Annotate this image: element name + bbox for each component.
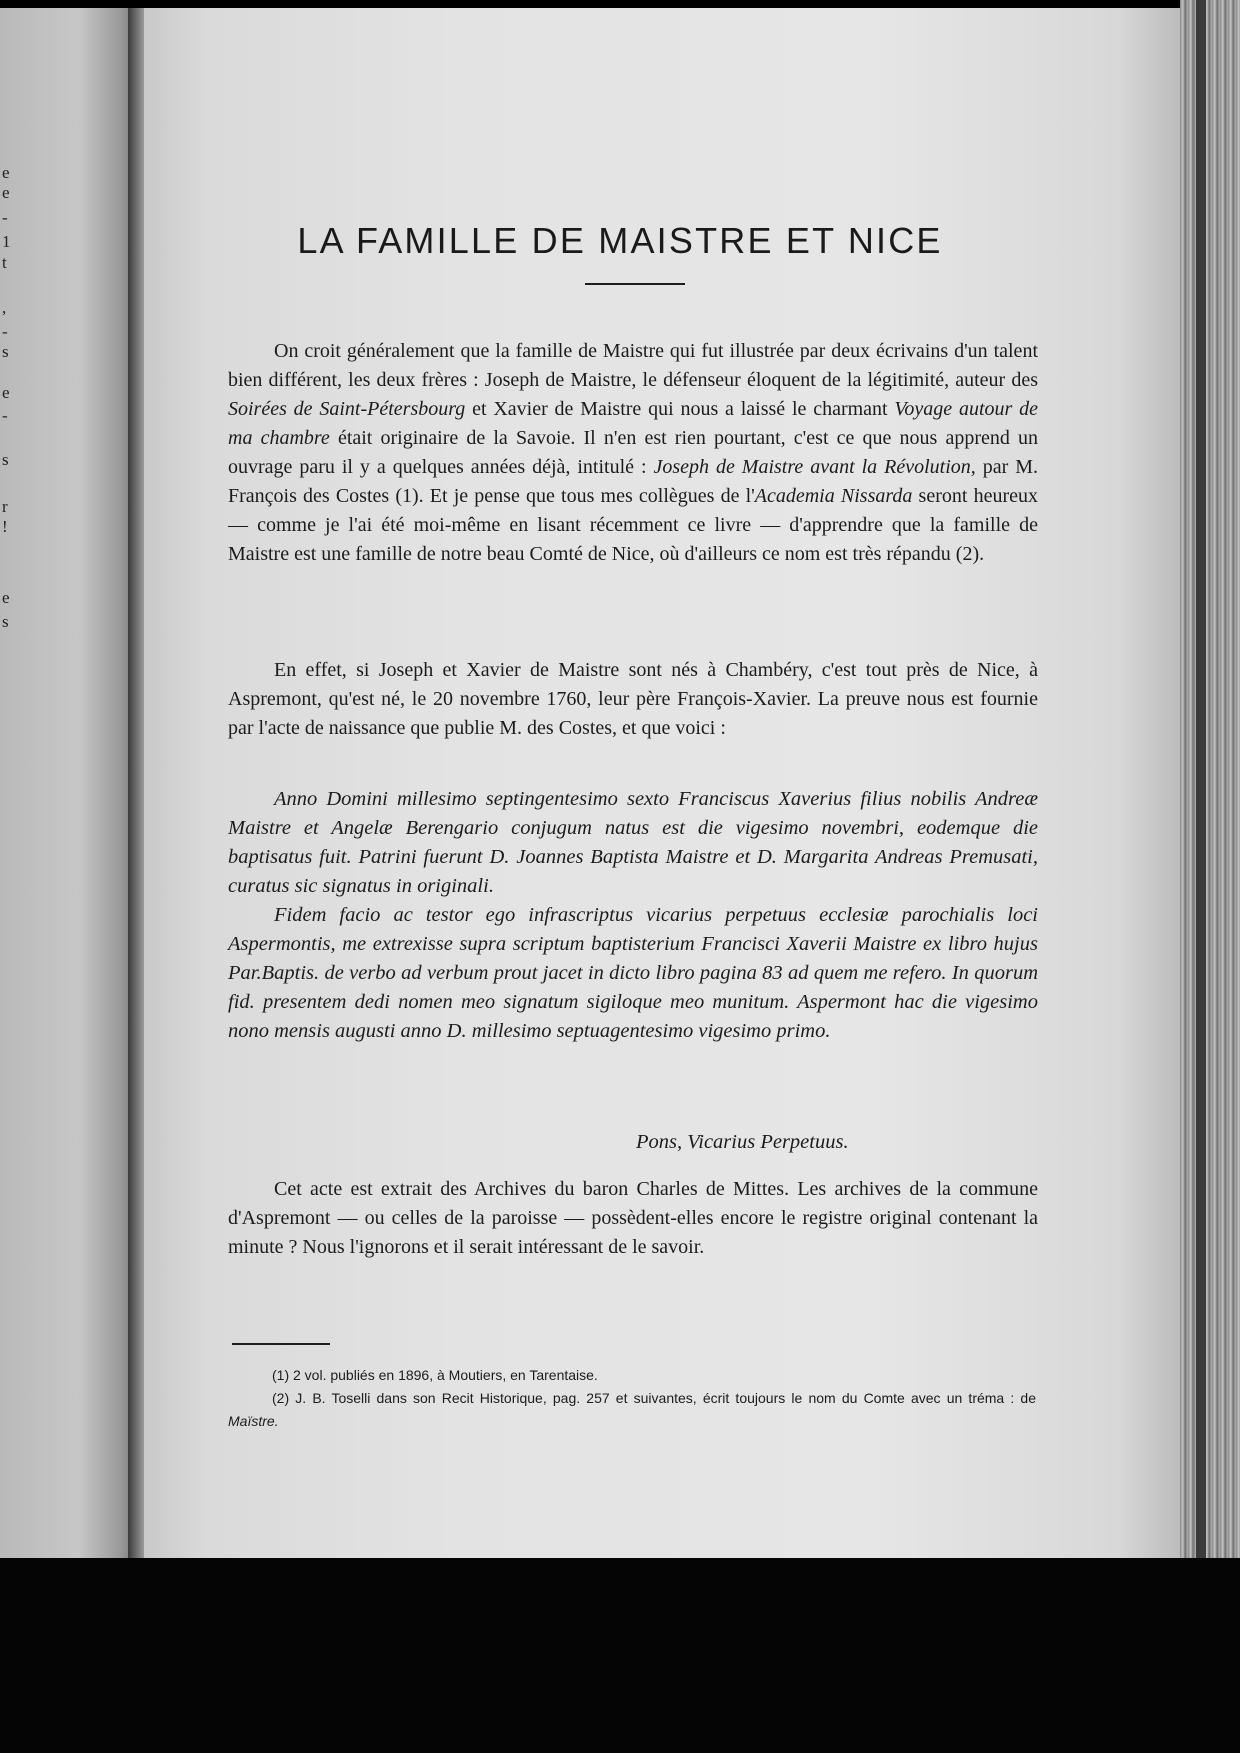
latin-record bbox=[228, 785, 1038, 1046]
facing-page-glyph: e bbox=[2, 588, 10, 607]
facing-page-glyph: - bbox=[2, 406, 8, 425]
closing-paragraph bbox=[228, 1175, 1038, 1262]
footnotes bbox=[228, 1364, 1036, 1433]
book-title-soirees: Soirées de Saint-Pétersbourg bbox=[228, 398, 466, 420]
paragraph-text: En effet, si Joseph et Xavier de Maistre sont nés à Chambéry, c'est tout près de Nice, à Aspremont, qu'est né, le 20 novembre 1760, leur père François-Xavier. La preuve nous est fournie par l'acte de naissance que publie M. des Costes, et que voici : bbox=[228, 659, 1038, 739]
intro-paragraph bbox=[228, 337, 1038, 569]
book-title-joseph: Joseph de Maistre avant la Révolution, bbox=[653, 456, 976, 478]
signature-line: Pons, Vicarius Perpetuus. bbox=[636, 1131, 849, 1153]
facing-page-glyph: 1 bbox=[2, 232, 11, 251]
paragraph-text: Cet acte est extrait des Archives du baron Charles de Mittes. Les archives de la commune d'Aspremont — ou celles de la paroisse — possèdent-elles encore le registre original contenant la minute ? Nous l'ignorons et il serait intéressant de le savoir. bbox=[228, 1178, 1038, 1258]
latin-paragraph-1: Anno Domini millesimo septingentesimo sexto Franciscus Xaverius filius nobilis Andreæ Maistre et Angelæ Berengario conjugum natus est die vigesimo novembri, eodemque die baptisatus fuit. Patrini fuerunt D. Joannes Baptista Maistre et D. Margarita Andreas Premusati, curatus sic signatus in originali. bbox=[228, 788, 1038, 897]
page-title: LA FAMILLE DE MAISTRE ET NICE bbox=[297, 220, 943, 261]
academia-name: Academia Nissarda bbox=[754, 485, 913, 507]
scan-bottom-margin bbox=[0, 1555, 1240, 1753]
facing-page-glyph: e bbox=[2, 163, 10, 182]
facing-page-glyph: r bbox=[2, 497, 8, 516]
facing-page-glyph: s bbox=[2, 612, 9, 631]
facing-page-glyph: e bbox=[2, 183, 10, 202]
facing-page-glyph: s bbox=[2, 450, 9, 469]
footnote-2-italic: Maïstre. bbox=[228, 1413, 279, 1429]
facing-page-glyph: ! bbox=[2, 517, 8, 536]
title-rule bbox=[585, 283, 685, 285]
text-run: et Xavier de Maistre qui nous a laissé le charmant bbox=[465, 398, 895, 420]
text-run: par M. François des Costes (1). Et je pense que tous mes collègues de l' bbox=[228, 456, 1038, 507]
footnote-rule bbox=[232, 1343, 330, 1345]
text-run: On croit généralement que la famille de Maistre qui fut illustrée par deux écrivains d'un talent bien différent, les deux frères : Joseph de Maistre, le défenseur éloquent de la légitimité, auteur des bbox=[228, 340, 1038, 391]
book-title-voyage: Voyage autour de ma chambre bbox=[228, 398, 1038, 449]
facing-page-glyph: s bbox=[2, 342, 9, 361]
footnote-1: (1) 2 vol. publiés en 1896, à Moutiers, en Tarentaise. bbox=[272, 1367, 598, 1383]
facing-page-glyph: - bbox=[2, 208, 8, 227]
text-run: seront heureux — comme je l'ai été moi-même en lisant récemment ce livre — d'apprendre que la famille de Maistre est une famille de notre beau Comté de Nice, où d'ailleurs ce nom est très répandu (2). bbox=[228, 485, 1038, 565]
facing-page-glyph: - bbox=[2, 322, 8, 341]
facing-page-glyph: , bbox=[2, 298, 7, 317]
footnote-2-text: (2) J. B. Toselli dans son Recit Historique, pag. 257 et suivantes, écrit toujours le nom du Comte avec un tréma : de bbox=[272, 1390, 1036, 1406]
latin-paragraph-2: Fidem facio ac testor ego infrascriptus vicarius perpetuus ecclesiæ parochialis loci Aspermontis, me extrexisse supra scriptum baptisterium Francisci Xaverii Maistre ex libro hujus Par.Baptis. de verbo ad verbum prout jacet in dicto libro pagina 83 ad quem me refero. In quorum fid. presentem dedi nomen meo signatum sigiloque meo munitum. Aspermont hac die vigesimo nono mensis augusti anno D. millesimo septuagentesimo vigesimo primo. bbox=[228, 904, 1038, 1042]
facing-page-glyph: e bbox=[2, 383, 10, 402]
second-paragraph bbox=[228, 656, 1038, 743]
footnote-2 bbox=[228, 1387, 1036, 1433]
text-run: était originaire de la Savoie. Il n'en est rien pourtant, c'est ce que nous apprend un ouvrage paru il y a quelques années déjà, intitulé : bbox=[228, 427, 1038, 478]
facing-page-glyph: t bbox=[2, 253, 7, 272]
